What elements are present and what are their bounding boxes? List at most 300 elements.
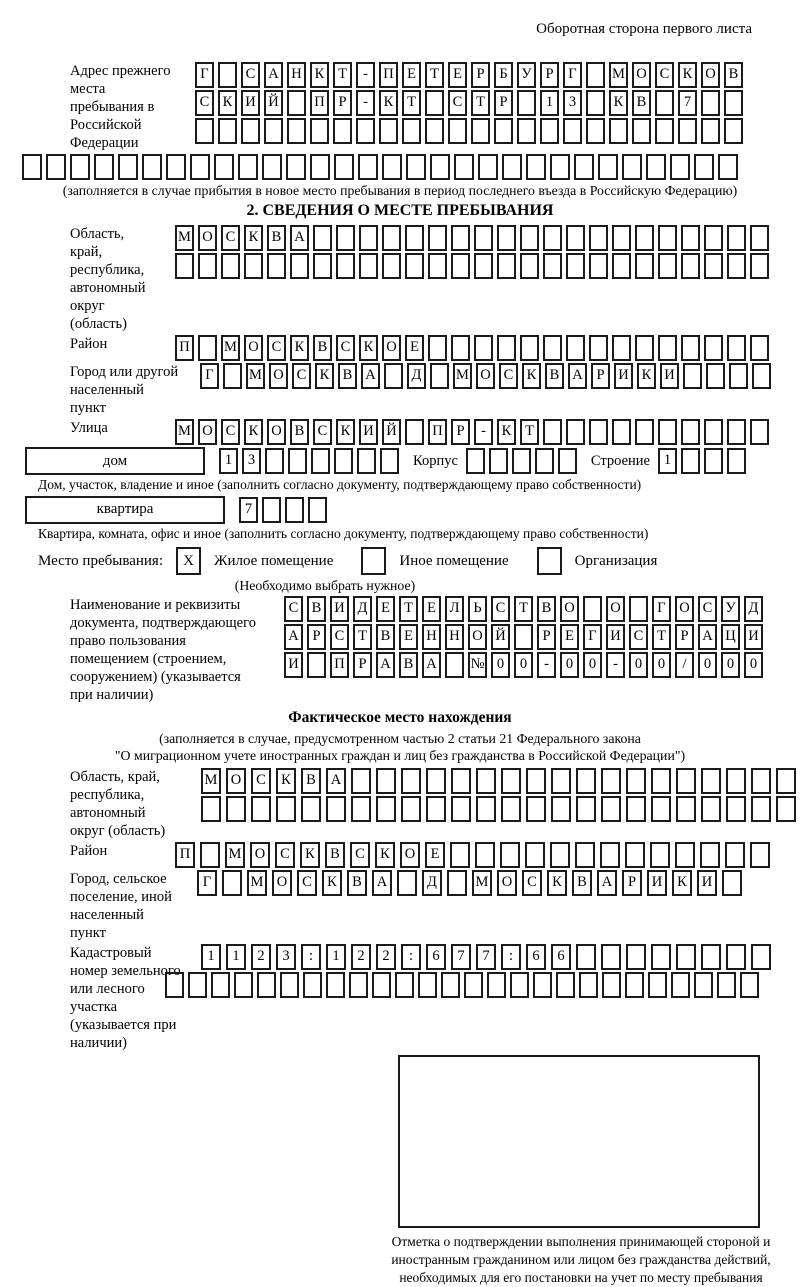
char-cell[interactable]: В: [545, 363, 564, 389]
char-cell[interactable]: [576, 796, 596, 822]
char-cell[interactable]: [726, 944, 746, 970]
char-cell[interactable]: [471, 118, 490, 144]
char-cell[interactable]: С: [499, 363, 518, 389]
char-cell[interactable]: [326, 796, 346, 822]
char-cell[interactable]: Т: [402, 90, 421, 116]
char-cell[interactable]: Й: [491, 624, 510, 650]
char-cell[interactable]: -: [537, 652, 556, 678]
char-cell[interactable]: [372, 972, 391, 998]
char-cell[interactable]: О: [400, 842, 420, 868]
char-cell[interactable]: [727, 335, 746, 361]
char-cell[interactable]: [476, 796, 496, 822]
char-cell[interactable]: [704, 448, 723, 474]
char-cell[interactable]: [586, 90, 605, 116]
char-cell[interactable]: Д: [744, 596, 763, 622]
char-cell[interactable]: [336, 225, 355, 251]
char-cell[interactable]: [218, 118, 237, 144]
char-cell[interactable]: И: [744, 624, 763, 650]
char-cell[interactable]: С: [491, 596, 510, 622]
char-cell[interactable]: [576, 944, 596, 970]
char-cell[interactable]: С: [221, 419, 240, 445]
char-cell[interactable]: О: [497, 870, 517, 896]
char-cell[interactable]: [625, 972, 644, 998]
char-cell[interactable]: [632, 118, 651, 144]
char-cell[interactable]: Т: [399, 596, 418, 622]
char-cell[interactable]: 7: [451, 944, 471, 970]
char-cell[interactable]: [497, 225, 516, 251]
char-cell[interactable]: [326, 972, 345, 998]
char-cell[interactable]: [380, 448, 399, 474]
char-cell[interactable]: Г: [652, 596, 671, 622]
char-cell[interactable]: [384, 363, 403, 389]
char-cell[interactable]: [428, 225, 447, 251]
char-cell[interactable]: С: [350, 842, 370, 868]
char-cell[interactable]: К: [497, 419, 516, 445]
char-cell[interactable]: В: [290, 419, 309, 445]
char-cell[interactable]: [563, 118, 582, 144]
char-cell[interactable]: 1: [540, 90, 559, 116]
char-cell[interactable]: [358, 154, 378, 180]
char-cell[interactable]: М: [221, 335, 240, 361]
char-cell[interactable]: А: [326, 768, 346, 794]
char-cell[interactable]: [520, 335, 539, 361]
char-cell[interactable]: [359, 225, 378, 251]
char-cell[interactable]: [382, 225, 401, 251]
char-cell[interactable]: [751, 944, 771, 970]
char-cell[interactable]: [221, 253, 240, 279]
char-cell[interactable]: М: [201, 768, 221, 794]
char-cell[interactable]: [752, 363, 771, 389]
char-cell[interactable]: В: [399, 652, 418, 678]
char-cell[interactable]: О: [198, 419, 217, 445]
char-cell[interactable]: 0: [560, 652, 579, 678]
char-cell[interactable]: [704, 225, 723, 251]
char-cell[interactable]: М: [472, 870, 492, 896]
char-cell[interactable]: [609, 118, 628, 144]
char-cell[interactable]: [625, 842, 645, 868]
char-cell[interactable]: [700, 842, 720, 868]
char-cell[interactable]: О: [250, 842, 270, 868]
char-cell[interactable]: [681, 253, 700, 279]
char-cell[interactable]: [311, 448, 330, 474]
char-cell[interactable]: [310, 154, 330, 180]
char-cell[interactable]: Г: [583, 624, 602, 650]
char-cell[interactable]: [740, 972, 759, 998]
char-cell[interactable]: С: [448, 90, 467, 116]
char-cell[interactable]: [517, 90, 536, 116]
char-cell[interactable]: [118, 154, 138, 180]
char-cell[interactable]: Г: [195, 62, 214, 88]
char-cell[interactable]: [497, 253, 516, 279]
char-cell[interactable]: П: [175, 842, 195, 868]
char-cell[interactable]: [466, 448, 485, 474]
char-cell[interactable]: А: [422, 652, 441, 678]
char-cell[interactable]: В: [537, 596, 556, 622]
char-cell[interactable]: [464, 972, 483, 998]
char-cell[interactable]: [359, 253, 378, 279]
char-cell[interactable]: Е: [422, 596, 441, 622]
char-cell[interactable]: О: [198, 225, 217, 251]
char-cell[interactable]: У: [517, 62, 536, 88]
char-cell[interactable]: [635, 335, 654, 361]
char-cell[interactable]: [589, 335, 608, 361]
char-cell[interactable]: [451, 225, 470, 251]
char-cell[interactable]: И: [660, 363, 679, 389]
char-cell[interactable]: Е: [402, 62, 421, 88]
char-cell[interactable]: В: [301, 768, 321, 794]
char-cell[interactable]: Р: [494, 90, 513, 116]
char-cell[interactable]: [586, 62, 605, 88]
char-cell[interactable]: А: [568, 363, 587, 389]
char-cell[interactable]: Р: [451, 419, 470, 445]
char-cell[interactable]: :: [301, 944, 321, 970]
char-cell[interactable]: Н: [287, 62, 306, 88]
char-cell[interactable]: Г: [197, 870, 217, 896]
char-cell[interactable]: Р: [471, 62, 490, 88]
char-cell[interactable]: [286, 154, 306, 180]
char-cell[interactable]: [566, 335, 585, 361]
char-cell[interactable]: [626, 796, 646, 822]
char-cell[interactable]: В: [376, 624, 395, 650]
char-cell[interactable]: К: [547, 870, 567, 896]
char-cell[interactable]: Д: [407, 363, 426, 389]
char-cell[interactable]: №: [468, 652, 487, 678]
char-cell[interactable]: :: [501, 944, 521, 970]
char-cell[interactable]: [658, 225, 677, 251]
char-cell[interactable]: Д: [353, 596, 372, 622]
char-cell[interactable]: [356, 118, 375, 144]
char-cell[interactable]: В: [347, 870, 367, 896]
char-cell[interactable]: [451, 768, 471, 794]
char-cell[interactable]: К: [379, 90, 398, 116]
char-cell[interactable]: С: [292, 363, 311, 389]
char-cell[interactable]: [238, 154, 258, 180]
char-cell[interactable]: [405, 225, 424, 251]
char-cell[interactable]: [251, 796, 271, 822]
char-cell[interactable]: [600, 842, 620, 868]
char-cell[interactable]: -: [356, 62, 375, 88]
char-cell[interactable]: [646, 154, 666, 180]
char-cell[interactable]: [244, 253, 263, 279]
char-cell[interactable]: [727, 419, 746, 445]
char-cell[interactable]: [497, 335, 516, 361]
char-cell[interactable]: [211, 972, 230, 998]
char-cell[interactable]: К: [672, 870, 692, 896]
char-cell[interactable]: [676, 768, 696, 794]
char-cell[interactable]: Н: [422, 624, 441, 650]
char-cell[interactable]: -: [474, 419, 493, 445]
char-cell[interactable]: О: [272, 870, 292, 896]
char-cell[interactable]: В: [267, 225, 286, 251]
char-cell[interactable]: [308, 497, 327, 523]
char-cell[interactable]: [566, 253, 585, 279]
char-cell[interactable]: [450, 842, 470, 868]
char-cell[interactable]: [520, 225, 539, 251]
char-cell[interactable]: [651, 796, 671, 822]
char-cell[interactable]: [750, 335, 769, 361]
char-cell[interactable]: А: [597, 870, 617, 896]
char-cell[interactable]: [612, 225, 631, 251]
char-cell[interactable]: Т: [333, 62, 352, 88]
char-cell[interactable]: [94, 154, 114, 180]
char-cell[interactable]: Т: [520, 419, 539, 445]
char-cell[interactable]: Т: [353, 624, 372, 650]
char-cell[interactable]: [589, 419, 608, 445]
char-cell[interactable]: [750, 253, 769, 279]
char-cell[interactable]: Р: [333, 90, 352, 116]
char-cell[interactable]: О: [476, 363, 495, 389]
char-cell[interactable]: [526, 154, 546, 180]
char-cell[interactable]: [22, 154, 42, 180]
char-cell[interactable]: [405, 419, 424, 445]
char-cell[interactable]: К: [336, 419, 355, 445]
char-cell[interactable]: [494, 118, 513, 144]
char-cell[interactable]: [454, 154, 474, 180]
char-cell[interactable]: [448, 118, 467, 144]
char-cell[interactable]: [601, 944, 621, 970]
char-cell[interactable]: [598, 154, 618, 180]
char-cell[interactable]: [198, 253, 217, 279]
char-cell[interactable]: М: [609, 62, 628, 88]
char-cell[interactable]: [670, 154, 690, 180]
char-cell[interactable]: [451, 335, 470, 361]
char-cell[interactable]: [658, 419, 677, 445]
char-cell[interactable]: И: [697, 870, 717, 896]
char-cell[interactable]: [267, 253, 286, 279]
char-cell[interactable]: С: [251, 768, 271, 794]
char-cell[interactable]: [602, 972, 621, 998]
char-cell[interactable]: К: [290, 335, 309, 361]
char-cell[interactable]: Д: [422, 870, 442, 896]
char-cell[interactable]: [287, 118, 306, 144]
char-cell[interactable]: [430, 363, 449, 389]
char-cell[interactable]: К: [609, 90, 628, 116]
char-cell[interactable]: [576, 768, 596, 794]
char-cell[interactable]: [671, 972, 690, 998]
char-cell[interactable]: :: [401, 944, 421, 970]
char-cell[interactable]: [264, 118, 283, 144]
char-cell[interactable]: О: [226, 768, 246, 794]
char-cell[interactable]: 7: [476, 944, 496, 970]
char-cell[interactable]: Р: [591, 363, 610, 389]
char-cell[interactable]: [517, 118, 536, 144]
char-cell[interactable]: [551, 796, 571, 822]
char-cell[interactable]: [543, 419, 562, 445]
char-cell[interactable]: П: [175, 335, 194, 361]
char-cell[interactable]: [262, 154, 282, 180]
char-cell[interactable]: [512, 448, 531, 474]
char-cell[interactable]: [751, 796, 771, 822]
char-cell[interactable]: [612, 335, 631, 361]
char-cell[interactable]: [474, 225, 493, 251]
char-cell[interactable]: 7: [239, 497, 258, 523]
char-cell[interactable]: [550, 842, 570, 868]
char-cell[interactable]: [574, 154, 594, 180]
char-cell[interactable]: Ц: [721, 624, 740, 650]
char-cell[interactable]: [629, 596, 648, 622]
char-cell[interactable]: [601, 796, 621, 822]
char-cell[interactable]: И: [647, 870, 667, 896]
char-cell[interactable]: [704, 335, 723, 361]
char-cell[interactable]: [405, 253, 424, 279]
char-cell[interactable]: [543, 225, 562, 251]
char-cell[interactable]: [257, 972, 276, 998]
char-cell[interactable]: П: [330, 652, 349, 678]
char-cell[interactable]: О: [382, 335, 401, 361]
char-cell[interactable]: 7: [678, 90, 697, 116]
char-cell[interactable]: 1: [219, 448, 238, 474]
char-cell[interactable]: [612, 419, 631, 445]
char-cell[interactable]: [556, 972, 575, 998]
char-cell[interactable]: -: [356, 90, 375, 116]
char-cell[interactable]: В: [632, 90, 651, 116]
char-cell[interactable]: [190, 154, 210, 180]
char-cell[interactable]: К: [359, 335, 378, 361]
char-cell[interactable]: [310, 118, 329, 144]
char-cell[interactable]: [451, 796, 471, 822]
char-cell[interactable]: [276, 796, 296, 822]
char-cell[interactable]: С: [221, 225, 240, 251]
char-cell[interactable]: Й: [264, 90, 283, 116]
char-cell[interactable]: К: [315, 363, 334, 389]
char-cell[interactable]: 0: [514, 652, 533, 678]
char-cell[interactable]: Е: [448, 62, 467, 88]
char-cell[interactable]: [701, 768, 721, 794]
char-cell[interactable]: [655, 118, 674, 144]
char-cell[interactable]: [445, 652, 464, 678]
char-cell[interactable]: [401, 768, 421, 794]
char-cell[interactable]: 2: [376, 944, 396, 970]
char-cell[interactable]: [351, 796, 371, 822]
char-cell[interactable]: [478, 154, 498, 180]
char-cell[interactable]: С: [313, 419, 332, 445]
char-cell[interactable]: К: [300, 842, 320, 868]
char-cell[interactable]: В: [307, 596, 326, 622]
char-cell[interactable]: Ь: [468, 596, 487, 622]
char-cell[interactable]: [175, 253, 194, 279]
char-cell[interactable]: Е: [425, 842, 445, 868]
char-cell[interactable]: [612, 253, 631, 279]
char-cell[interactable]: И: [284, 652, 303, 678]
char-cell[interactable]: В: [325, 842, 345, 868]
char-cell[interactable]: Г: [200, 363, 219, 389]
char-cell[interactable]: [301, 796, 321, 822]
char-cell[interactable]: [451, 253, 470, 279]
char-cell[interactable]: [376, 796, 396, 822]
char-cell[interactable]: [46, 154, 66, 180]
char-cell[interactable]: [601, 768, 621, 794]
char-cell[interactable]: [397, 870, 417, 896]
char-cell[interactable]: [262, 497, 281, 523]
char-cell[interactable]: А: [284, 624, 303, 650]
char-cell[interactable]: 0: [744, 652, 763, 678]
char-cell[interactable]: [589, 225, 608, 251]
char-cell[interactable]: [706, 363, 725, 389]
char-cell[interactable]: А: [290, 225, 309, 251]
char-cell[interactable]: М: [175, 225, 194, 251]
char-cell[interactable]: А: [372, 870, 392, 896]
char-cell[interactable]: [201, 796, 221, 822]
char-cell[interactable]: К: [310, 62, 329, 88]
char-cell[interactable]: [142, 154, 162, 180]
char-cell[interactable]: О: [632, 62, 651, 88]
char-cell[interactable]: П: [310, 90, 329, 116]
char-cell[interactable]: К: [375, 842, 395, 868]
char-cell[interactable]: [676, 796, 696, 822]
char-cell[interactable]: [701, 796, 721, 822]
char-cell[interactable]: С: [698, 596, 717, 622]
char-cell[interactable]: [543, 335, 562, 361]
char-cell[interactable]: О: [269, 363, 288, 389]
char-cell[interactable]: А: [361, 363, 380, 389]
char-cell[interactable]: Е: [560, 624, 579, 650]
char-cell[interactable]: [447, 870, 467, 896]
char-cell[interactable]: [500, 842, 520, 868]
char-cell[interactable]: 0: [698, 652, 717, 678]
char-cell[interactable]: [234, 972, 253, 998]
char-cell[interactable]: [566, 225, 585, 251]
char-cell[interactable]: 3: [563, 90, 582, 116]
char-cell[interactable]: С: [284, 596, 303, 622]
char-cell[interactable]: [575, 842, 595, 868]
char-cell[interactable]: [681, 419, 700, 445]
char-cell[interactable]: О: [560, 596, 579, 622]
char-cell[interactable]: [425, 118, 444, 144]
char-cell[interactable]: [514, 624, 533, 650]
char-cell[interactable]: [226, 796, 246, 822]
char-cell[interactable]: И: [606, 624, 625, 650]
char-cell[interactable]: У: [721, 596, 740, 622]
char-cell[interactable]: [586, 118, 605, 144]
char-cell[interactable]: [349, 972, 368, 998]
char-cell[interactable]: [476, 768, 496, 794]
char-cell[interactable]: [681, 335, 700, 361]
char-cell[interactable]: [750, 842, 770, 868]
char-cell[interactable]: [658, 335, 677, 361]
char-cell[interactable]: 0: [491, 652, 510, 678]
char-cell[interactable]: [635, 253, 654, 279]
char-cell[interactable]: Е: [405, 335, 424, 361]
char-cell[interactable]: К: [276, 768, 296, 794]
char-cell[interactable]: 0: [652, 652, 671, 678]
char-cell[interactable]: 1: [201, 944, 221, 970]
char-cell[interactable]: В: [313, 335, 332, 361]
char-cell[interactable]: [727, 225, 746, 251]
char-cell[interactable]: [533, 972, 552, 998]
char-cell[interactable]: М: [246, 363, 265, 389]
char-cell[interactable]: [426, 796, 446, 822]
char-cell[interactable]: [520, 253, 539, 279]
char-cell[interactable]: [701, 118, 720, 144]
char-cell[interactable]: П: [428, 419, 447, 445]
char-cell[interactable]: М: [225, 842, 245, 868]
char-cell[interactable]: [425, 90, 444, 116]
char-cell[interactable]: Н: [445, 624, 464, 650]
char-cell[interactable]: Р: [353, 652, 372, 678]
char-cell[interactable]: [727, 253, 746, 279]
char-cell[interactable]: [526, 796, 546, 822]
char-cell[interactable]: Р: [537, 624, 556, 650]
char-cell[interactable]: [351, 768, 371, 794]
char-cell[interactable]: [583, 596, 602, 622]
char-cell[interactable]: А: [698, 624, 717, 650]
char-cell[interactable]: [550, 154, 570, 180]
char-cell[interactable]: С: [655, 62, 674, 88]
char-cell[interactable]: [724, 118, 743, 144]
char-cell[interactable]: 0: [721, 652, 740, 678]
char-cell[interactable]: 1: [326, 944, 346, 970]
char-cell[interactable]: [188, 972, 207, 998]
